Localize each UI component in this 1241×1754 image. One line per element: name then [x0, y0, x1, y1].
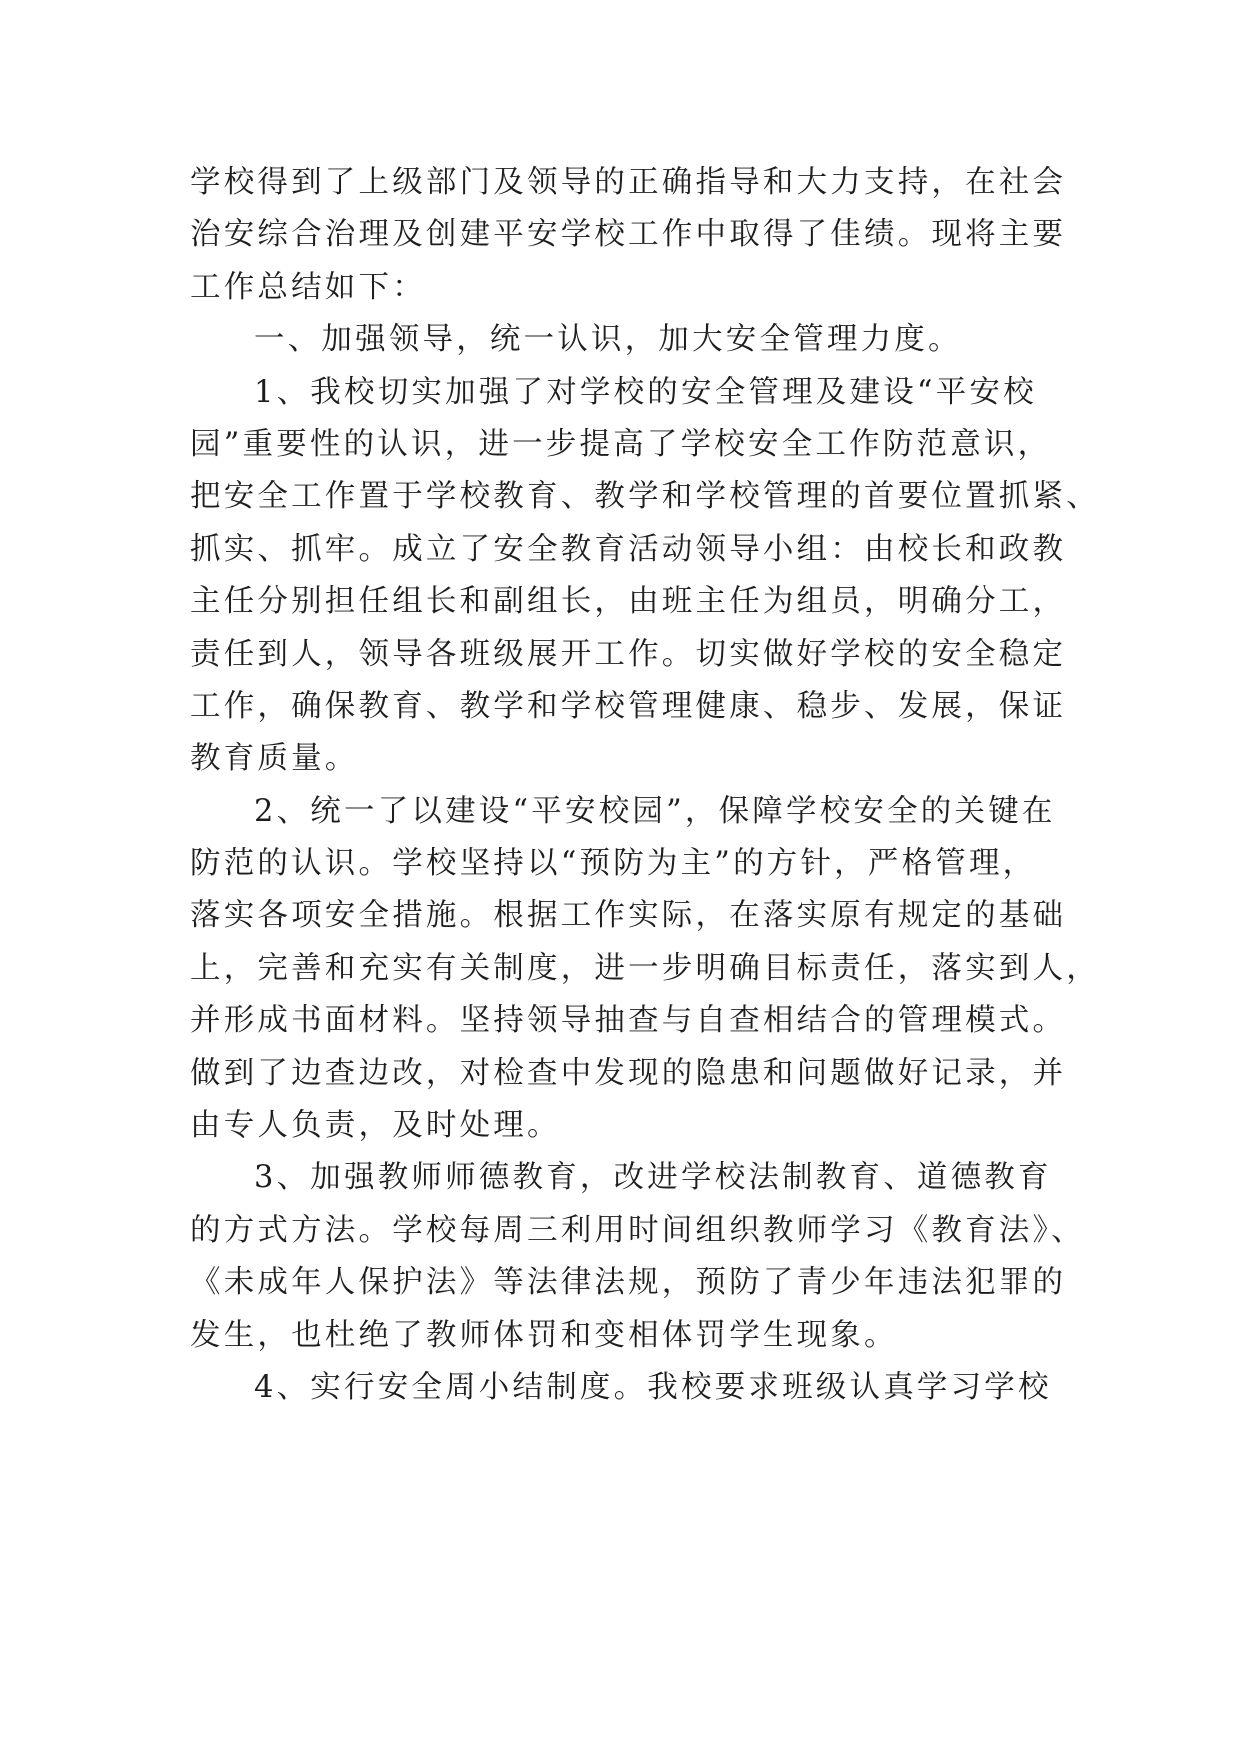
- text-line: 1、我校切实加强了对学校的安全管理及建设“平安校: [254, 374, 1037, 410]
- body-text: [190, 157, 1100, 1414]
- text-line: 做到了边查边改，对检查中发现的隐患和问题做好记录，并: [190, 1055, 1067, 1091]
- text-line: 发生，也杜绝了教师体罚和变相体罚学生现象。: [190, 1317, 898, 1353]
- text-line: 防范的认识。学校坚持以“预防为主”的方针，严格管理，: [190, 846, 1037, 882]
- text-line: 4、实行安全周小结制度。我校要求班级认真学习学校: [254, 1369, 1052, 1405]
- text-line: 教育质量。: [190, 741, 359, 777]
- text-line: 落实各项安全措施。根据工作实际，在落实原有规定的基础: [190, 898, 1067, 934]
- text-line: 主任分别担任组长和副组长，由班主任为组员，明确分工，: [190, 584, 1067, 620]
- text-line: 工作，确保教育、教学和学校管理健康、稳步、发展，保证: [190, 688, 1067, 724]
- text-line: 一、加强领导，统一认识，加大安全管理力度。: [254, 322, 962, 358]
- text-line: 治安综合治理及创建平安学校工作中取得了佳绩。现将主要: [190, 217, 1067, 253]
- text-line: 责任到人，领导各班级展开工作。切实做好学校的安全稳定: [190, 636, 1067, 672]
- text-line: 把安全工作置于学校教育、教学和学校管理的首要位置抓紧、: [190, 479, 1100, 515]
- text-line: 并形成书面材料。坚持领导抽查与自查相结合的管理模式。: [190, 1003, 1067, 1039]
- text-line: 抓实、抓牢。成立了安全教育活动领导小组：由校长和政教: [190, 531, 1067, 567]
- text-line: 工作总结如下：: [190, 269, 426, 305]
- text-line: 2、统一了以建设“平安校园”，保障学校安全的关键在: [254, 793, 1056, 829]
- text-line: 学校得到了上级部门及领导的正确指导和大力支持，在社会: [190, 165, 1067, 200]
- text-line: 的方式方法。学校每周三利用时间组织教师学习《教育法》、: [190, 1212, 1085, 1248]
- text-line: 上，完善和充实有关制度，进一步明确目标责任，落实到人，: [190, 950, 1100, 986]
- text-line: 《未成年人保护法》等法律法规，预防了青少年违法犯罪的: [190, 1265, 1067, 1301]
- text-line: 由专人负责，及时处理。: [190, 1108, 561, 1144]
- text-line: 3、加强教师师德教育，改进学校法制教育、道德教育: [254, 1160, 1052, 1196]
- text-line: 园”重要性的认识，进一步提高了学校安全工作防范意识，: [190, 426, 1052, 462]
